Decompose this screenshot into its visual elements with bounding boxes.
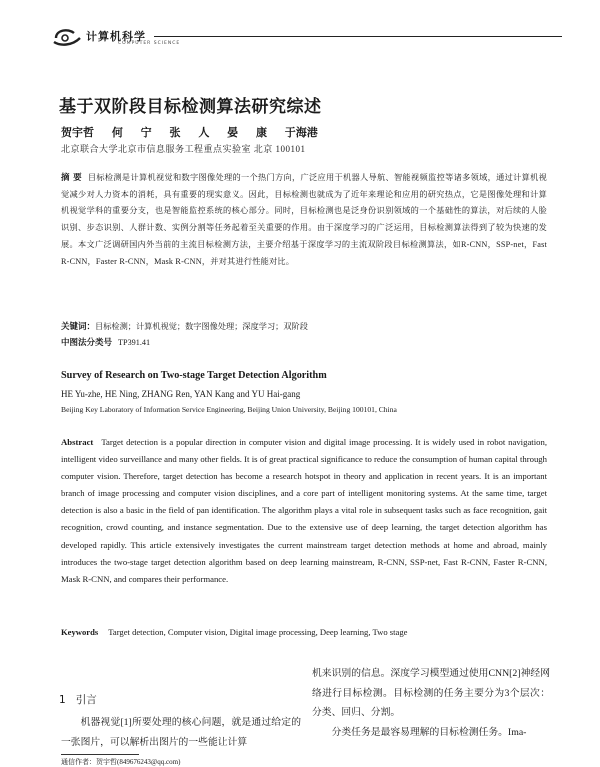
section-heading-introduction: [59, 692, 97, 707]
abstract-cn: [61, 170, 547, 270]
section-title: 引言: [75, 694, 97, 706]
journal-header: [52, 26, 562, 48]
keywords-text-cn: 目标检测；计算机视觉；数字图像处理；深度学习；双阶段: [95, 322, 308, 331]
abstract-text-cn: 目标检测是计算机视觉和数字图像处理的一个热门方向，广泛应用于机器人导航、智能视频监控等诸多领域，通过计算机视觉减少对人力资本的消耗，具有重要的现实意义。因此，目标检测也就成为了近年来理论和应用的研究热点，它是图像处理和计算机视觉学科的重要分支，也是智能监控系统的核心部分。同时，目标检测也是泛身份识别领域的一个基础性的算法，对后续的人脸识别、步态识别、人群计数、实例分割等任务起着至关重要的作用。由于深度学习的广泛运用，目标检测算法得到了较为快速的发展。本文广泛调研国内外当前的主流目标检测方法，主要介绍基于深度学习的主流双阶段目标检测算法，如R-CNN，SSP-net，Fast R-CNN，Faster R-CNN，Mask R-CNN，并对其进行性能对比。: [61, 173, 548, 266]
abstract-text-en: Target detection is a popular direction in computer vision and digital image processing. It is widely used in robot navigation, intelligent video surveillance and many other fields. It is of great practical significance to reduce the consumption of human capital through computer vision. Therefore, target detection has become a research hotspot in theory and application in recent years. It is an important branch of image processing and computer vision disciplines, and a core part of intelligent monitoring systems. At the same time, target detection is also a basic in the field of pan identification. The algorithm plays a vital role in subsequent tasks such as face recognition, gait recognition, crowd counting, and instance segmentation. Due to the extensive use of deep learning, the target detection algorithm has developed rapidly. This article extensively investigates the current mainstream target detection methods at home and abroad, mainly introduces the two-stage target detection algorithm based on deep learning mainstream, R-CNN, SSP-net, Fast R-CNN, Faster R-CNN, Mask R-CNN, and compares their performance.: [61, 437, 547, 584]
abstract-en: [61, 434, 547, 588]
keywords-text-en: Target detection, Computer vision, Digital image processing, Deep learning, Two stage: [108, 627, 408, 637]
journal-name-en: COMPUTER SCIENCE: [118, 41, 181, 46]
keywords-en: [61, 627, 407, 637]
footnote-rule: [61, 754, 139, 755]
affiliation-cn: 北京联合大学北京市信息服务工程重点实验室 北京 100101: [61, 144, 306, 154]
section-number: 1: [59, 694, 66, 706]
clc-number: [61, 336, 150, 348]
abstract-label-en: Abstract: [61, 437, 94, 447]
footnote: 通信作者：贺宇哲(849676243@qq.com): [61, 758, 181, 766]
abstract-label-cn: 摘 要: [61, 173, 82, 183]
journal-logo-icon: [52, 26, 84, 48]
paper-title-en: Survey of Research on Two-stage Target Detection Algorithm: [61, 370, 327, 381]
affiliation-en: Beijing Key Laboratory of Information Service Engineering, Beijing Union University, Beijing 100101, China: [61, 405, 397, 414]
clc-value: TP391.41: [118, 338, 151, 347]
keywords-label-en: Keywords: [61, 627, 99, 637]
header-rule: [154, 36, 562, 37]
paper-title-cn: 基于双阶段目标检测算法研究综述: [59, 97, 322, 117]
authors-cn: 贺宇哲 何 宁 张 人 晏 康 于海港: [61, 126, 318, 139]
authors-en: HE Yu-zhe, HE Ning, ZHANG Ren, YAN Kang and YU Hai-gang: [61, 389, 301, 399]
body-right-column: [312, 664, 550, 742]
body-right-paragraph-2: 分类任务是最容易理解的目标检测任务。Ima-: [331, 726, 527, 738]
body-right-paragraph-1: 机来识别的信息。深度学习模型通过使用CNN[2]神经网络进行目标检测。目标检测的任务主要分为3个层次：分类、回归、分割。: [312, 668, 550, 719]
keywords-cn: [61, 320, 308, 332]
clc-label: 中图法分类号: [61, 338, 113, 348]
keywords-label-cn: 关键词：: [61, 322, 96, 332]
journal-name: 计算机科学: [86, 30, 146, 43]
body-left-column: 机器视觉[1]所要处理的核心问题，就是通过给定的一张图片，可以解析出图片的一些能让计算: [61, 717, 301, 748]
